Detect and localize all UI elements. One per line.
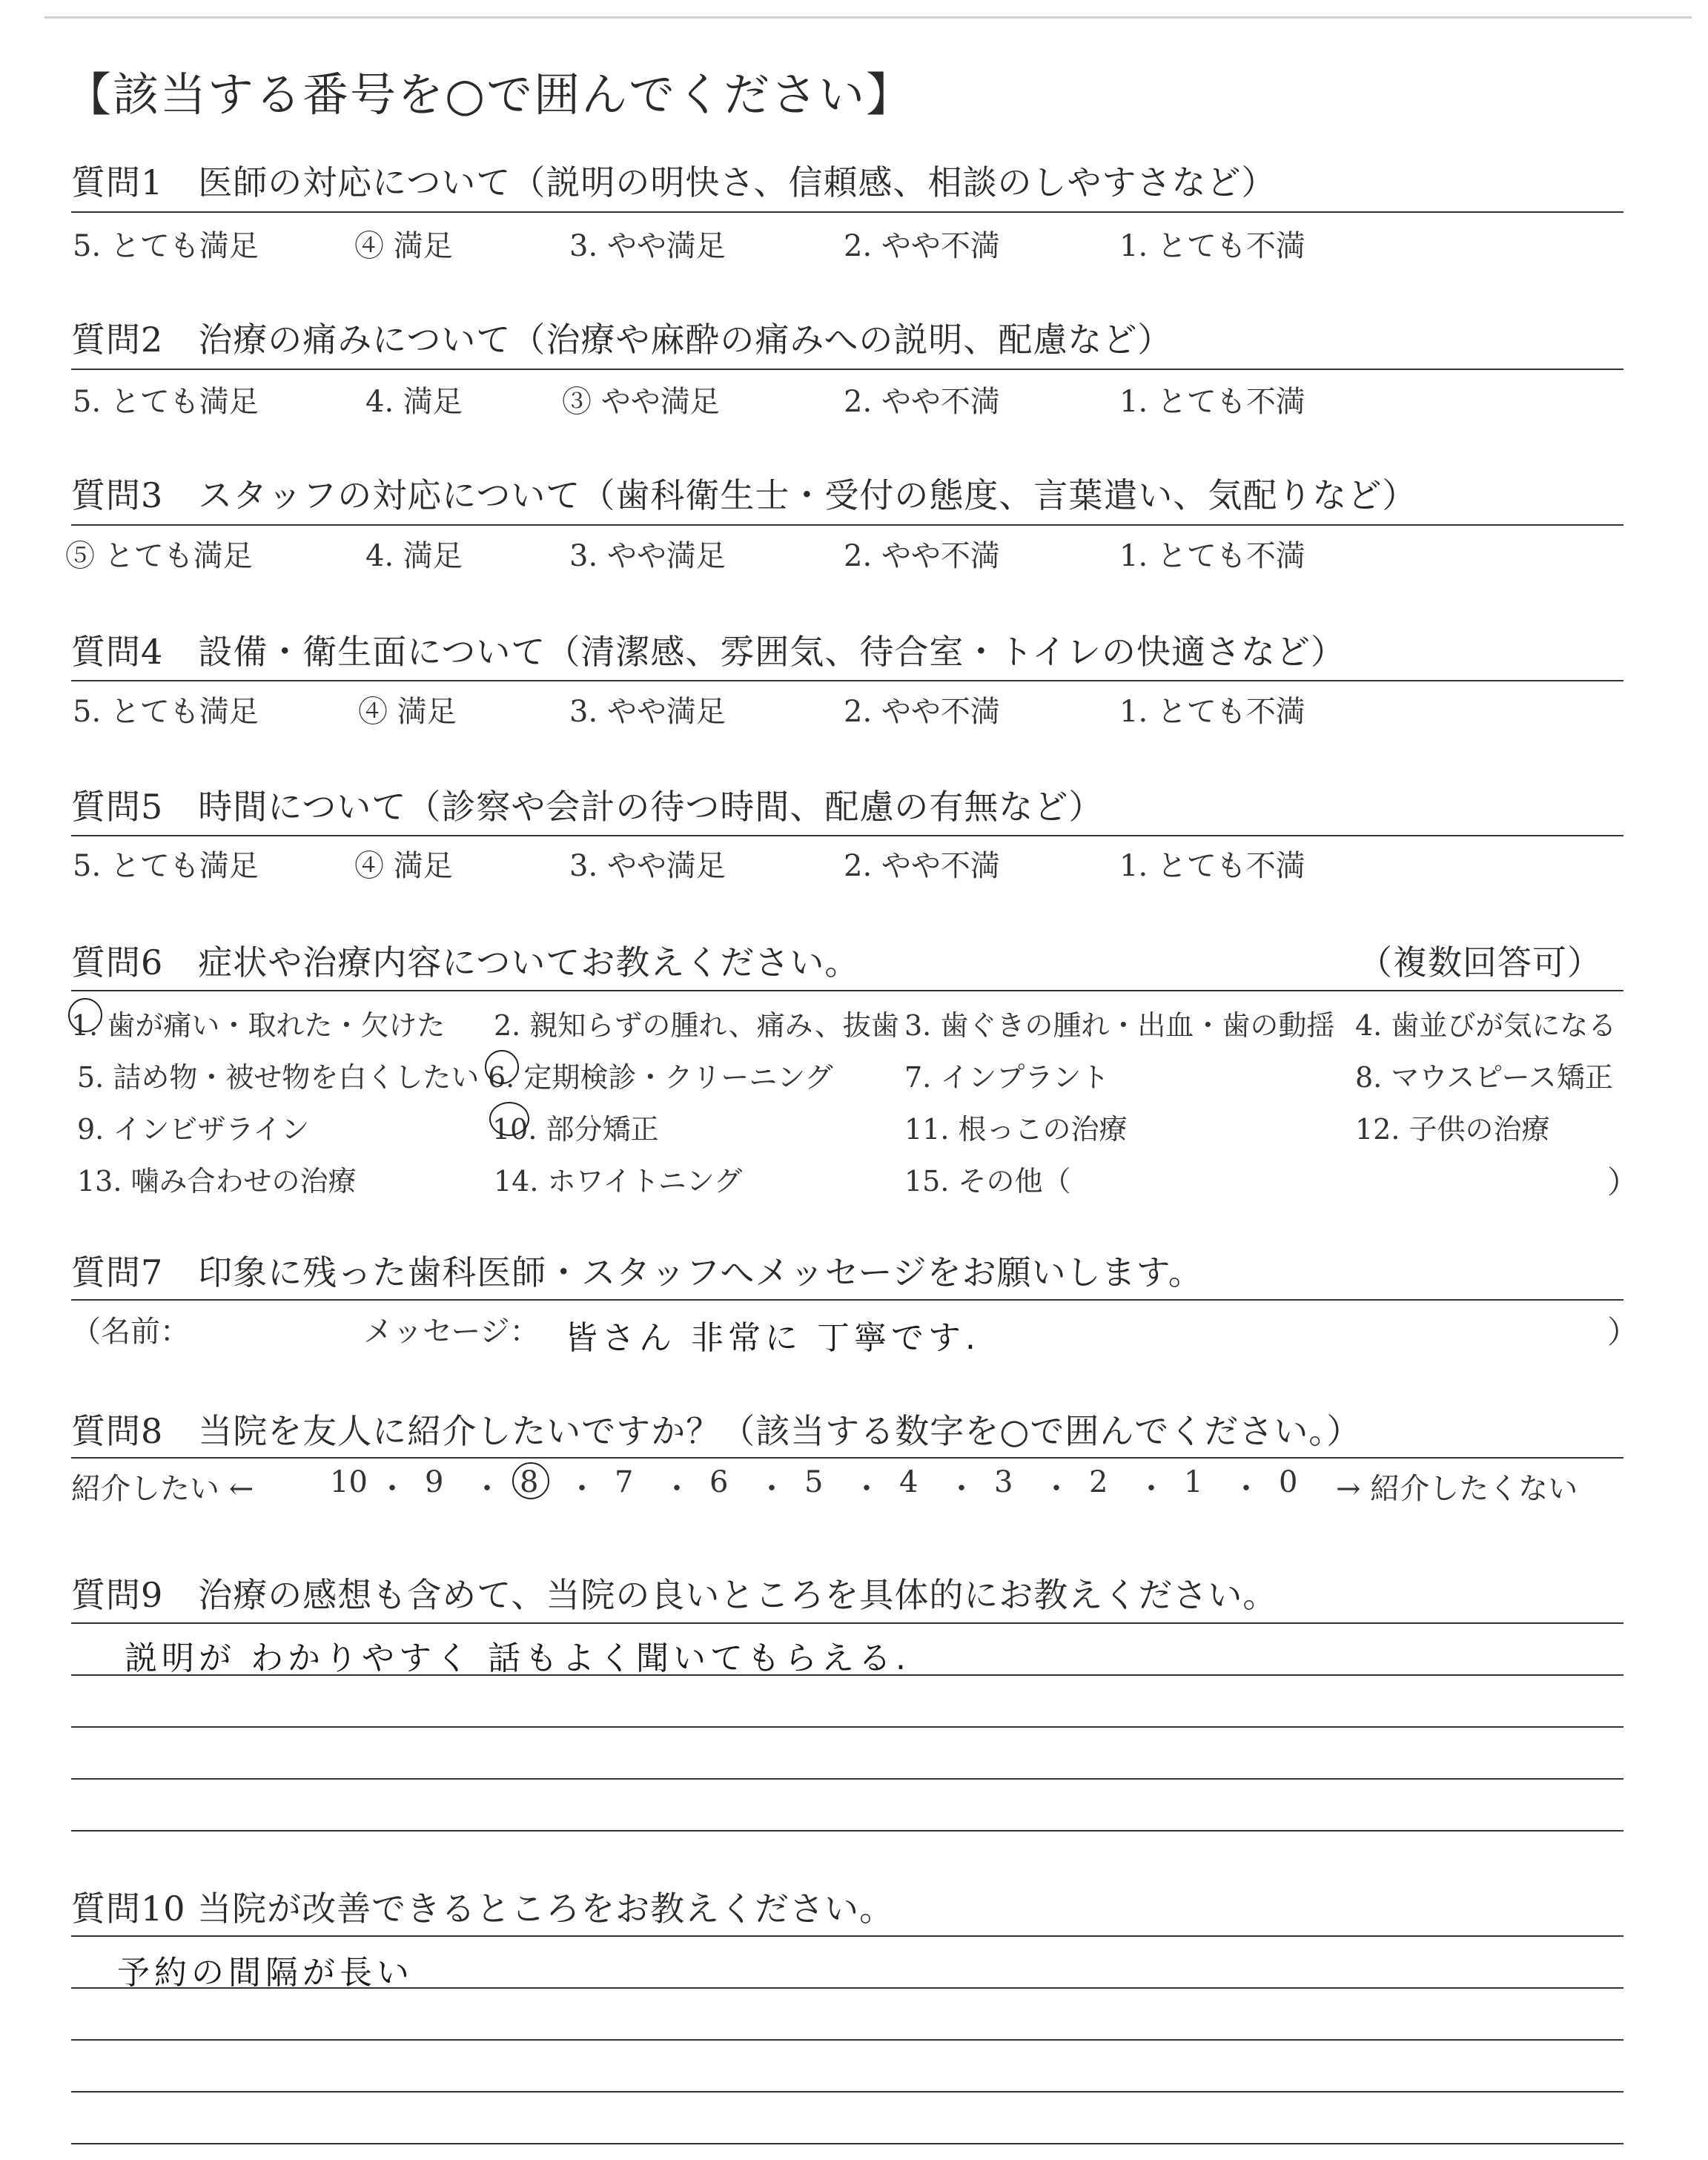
question-1-title: 質問1 医師の対応について（説明の明快さ、信頼感、相談のしやすさなど） — [71, 162, 1277, 202]
q7-message-label: メッセージ： — [363, 1315, 540, 1349]
question-1-rule — [71, 211, 1623, 213]
q3-option-2[interactable]: 2. やや不満 — [844, 539, 1000, 573]
q10-answer-line-3 — [71, 2091, 1623, 2093]
q3-option-1[interactable]: 1. とても不満 — [1119, 539, 1305, 573]
q6-item-5[interactable]: 5. 詰め物・被せ物を白くしたい — [77, 1061, 480, 1094]
q9-answer-line-1 — [71, 1674, 1623, 1676]
q8-scale-5[interactable]: 5 — [804, 1465, 824, 1499]
q8-scale-2[interactable]: 2 — [1089, 1465, 1108, 1499]
q8-scale-separator: ・ — [662, 1472, 692, 1506]
q4-option-4-selected[interactable]: ④ 満足 — [358, 695, 457, 729]
q5-option-1[interactable]: 1. とても不満 — [1119, 849, 1305, 883]
q8-scale-separator: ・ — [567, 1472, 597, 1506]
q6-item-10-selected[interactable]: 10. 部分矯正 — [492, 1113, 659, 1146]
q4-option-3[interactable]: 3. やや満足 — [569, 695, 726, 729]
question-6-note: （複数回答可） — [1358, 942, 1602, 982]
q7-name-label: （名前： — [71, 1315, 190, 1349]
q8-scale-separator: ・ — [472, 1472, 502, 1506]
q8-scale-separator: ・ — [1231, 1472, 1261, 1506]
q6-item-7[interactable]: 7. インプラント — [904, 1061, 1110, 1094]
question-4-rule — [71, 680, 1623, 681]
q8-scale-separator: ・ — [1136, 1472, 1166, 1506]
q1-option-5[interactable]: 5. とても満足 — [73, 229, 259, 263]
q8-scale-6[interactable]: 6 — [709, 1465, 729, 1499]
question-8-rule — [71, 1457, 1623, 1459]
q7-message-handwritten[interactable]: 皆さん 非常に 丁寧です. — [565, 1319, 980, 1357]
question-9-rule — [71, 1622, 1623, 1624]
question-4-title: 質問4 設備・衛生面について（清潔感、雰囲気、待合室・トイレの快適さなど） — [71, 632, 1346, 672]
q1-option-1[interactable]: 1. とても不満 — [1119, 229, 1305, 263]
question-2-title: 質問2 治療の痛みについて（治療や麻酔の痛みへの説明、配慮など） — [71, 320, 1173, 360]
q5-option-3[interactable]: 3. やや満足 — [569, 849, 726, 883]
q6-item-6-selected[interactable]: 6. 定期検診・クリーニング — [488, 1061, 833, 1094]
q8-scale-separator: ・ — [852, 1472, 881, 1506]
question-9-title: 質問9 治療の感想も含めて、当院の良いところを具体的にお教えください。 — [71, 1575, 1278, 1615]
q9-answer-line-3 — [71, 1778, 1623, 1780]
q8-scale-8[interactable]: 8 — [520, 1465, 539, 1499]
q6-item-8[interactable]: 8. マウスピース矯正 — [1355, 1061, 1613, 1094]
q6-item-14[interactable]: 14. ホワイトニング — [494, 1165, 743, 1198]
q8-scale-0[interactable]: 0 — [1279, 1465, 1298, 1499]
question-10-title: 質問10 当院が改善できるところをお教えください。 — [71, 1889, 895, 1929]
question-6-title: 質問6 症状や治療内容についてお教えください。 — [71, 942, 860, 982]
q8-scale-3[interactable]: 3 — [994, 1465, 1013, 1499]
q6-item-3[interactable]: 3. 歯ぐきの腫れ・出血・歯の動揺 — [904, 1009, 1335, 1042]
q8-scale-7[interactable]: 7 — [615, 1465, 634, 1499]
question-5-rule — [71, 835, 1623, 836]
q8-scale-separator: ・ — [947, 1472, 976, 1506]
q6-item-11[interactable]: 11. 根っこの治療 — [904, 1113, 1128, 1146]
question-3-title: 質問3 スタッフの対応について（歯科衛生士・受付の態度、言葉遣い、気配りなど） — [71, 475, 1417, 515]
q6-item-4[interactable]: 4. 歯並びが気になる — [1355, 1009, 1617, 1042]
question-7-title: 質問7 印象に残った歯科医師・スタッフへメッセージをお願いします。 — [71, 1252, 1203, 1292]
q10-answer-line-2 — [71, 2039, 1623, 2041]
question-10-rule — [71, 1935, 1623, 1937]
q6-item-13[interactable]: 13. 噛み合わせの治療 — [77, 1165, 357, 1198]
question-6-rule — [71, 990, 1623, 991]
q2-option-1[interactable]: 1. とても不満 — [1119, 385, 1305, 419]
q5-option-5[interactable]: 5. とても満足 — [73, 849, 259, 883]
q8-scale-separator: ・ — [1042, 1472, 1071, 1506]
q8-scale-10[interactable]: 10 — [330, 1465, 368, 1499]
q9-answer-line-4 — [71, 1830, 1623, 1832]
q5-option-4-selected[interactable]: ④ 満足 — [354, 849, 453, 883]
q6-item-15[interactable]: 15. その他（ — [904, 1165, 1071, 1198]
q9-answer-handwritten[interactable]: 説明が わかりやすく 話もよく聞いてもらえる. — [125, 1639, 910, 1677]
q6-item-2[interactable]: 2. 親知らずの腫れ、痛み、抜歯 — [494, 1009, 899, 1042]
q8-scale-separator: ・ — [377, 1472, 407, 1506]
q10-answer-line-1 — [71, 1987, 1623, 1989]
question-2-rule — [71, 369, 1623, 370]
q1-option-2[interactable]: 2. やや不満 — [844, 229, 1000, 263]
form-heading: 【該当する番号を○で囲んでください】 — [65, 67, 914, 122]
q1-option-3[interactable]: 3. やや満足 — [569, 229, 726, 263]
q2-option-5[interactable]: 5. とても満足 — [73, 385, 259, 419]
q6-other-close-paren: ） — [1607, 1164, 1639, 1200]
question-5-title: 質問5 時間について（診察や会計の待つ時間、配慮の有無など） — [71, 787, 1104, 827]
q6-item-9[interactable]: 9. インビザライン — [77, 1113, 310, 1146]
q2-option-3-selected[interactable]: ③ やや満足 — [562, 385, 720, 419]
q3-option-3[interactable]: 3. やや満足 — [569, 539, 726, 573]
q4-option-2[interactable]: 2. やや不満 — [844, 695, 1000, 729]
q7-close-paren: ） — [1607, 1314, 1639, 1350]
q8-scale-9[interactable]: 9 — [425, 1465, 444, 1499]
question-8-title: 質問8 当院を友人に紹介したいですか？（該当する数字を○で囲んでください。） — [71, 1411, 1362, 1451]
question-7-rule — [71, 1299, 1623, 1301]
q9-answer-line-2 — [71, 1726, 1623, 1728]
q10-answer-line-4 — [71, 2143, 1623, 2144]
q8-scale-4[interactable]: 4 — [899, 1465, 918, 1499]
q2-option-2[interactable]: 2. やや不満 — [844, 385, 1000, 419]
q8-scale-separator: ・ — [757, 1472, 787, 1506]
q8-left-label: 紹介したい ← — [71, 1472, 254, 1506]
page-top-border — [44, 16, 1692, 19]
q6-item-12[interactable]: 12. 子供の治療 — [1355, 1113, 1550, 1146]
q2-option-4[interactable]: 4. 満足 — [365, 385, 463, 419]
q3-option-4[interactable]: 4. 満足 — [365, 539, 463, 573]
q8-right-label: → 紹介したくない — [1336, 1472, 1578, 1506]
question-3-rule — [71, 524, 1623, 526]
q6-item-1-selected[interactable]: 1. 歯が痛い・取れた・欠けた — [71, 1009, 446, 1042]
q4-option-5[interactable]: 5. とても満足 — [73, 695, 259, 729]
q1-option-4-selected[interactable]: ④ 満足 — [354, 229, 453, 263]
q3-option-5-selected[interactable]: ⑤ とても満足 — [65, 539, 253, 573]
q4-option-1[interactable]: 1. とても不満 — [1119, 695, 1305, 729]
q10-answer-handwritten[interactable]: 予約の間隔が長い — [117, 1954, 414, 1992]
q8-scale-1[interactable]: 1 — [1184, 1465, 1203, 1499]
q5-option-2[interactable]: 2. やや不満 — [844, 849, 1000, 883]
